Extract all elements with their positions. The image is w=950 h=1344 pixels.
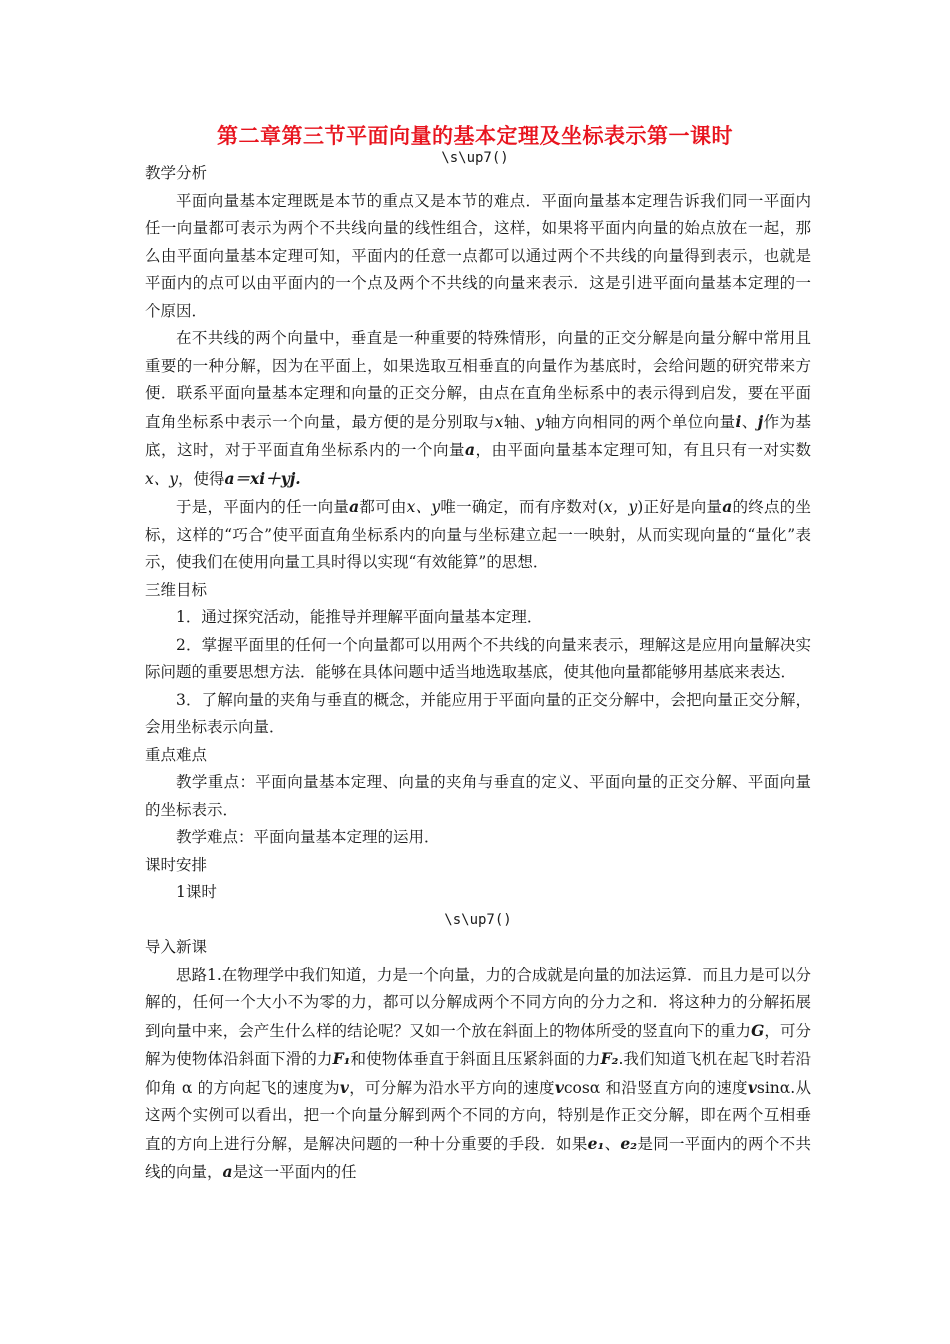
code-marker-middle: \s\up7() (444, 911, 512, 928)
analysis-paragraph-3: 于是，平面内的任一向量a都可由x、y唯一确定，而有序数对(x，y)正好是向量a的终点的坐标，这样的“巧合”使平面直角坐标系内的向量与坐标建立起一一映射，从而实现向量的“量化”表示，使我们在使用向量工具时得以实现“有效能算”的思想． (145, 497, 811, 571)
goal-1: 1．通过探究活动，能推导并理解平面向量基本定理． (176, 608, 543, 626)
document-body (145, 160, 811, 1187)
goals-heading: 三维目标 (145, 580, 208, 599)
difficult-point: 教学难点：平面向量基本定理的运用． (176, 828, 440, 846)
analysis-heading: 教学分析 (145, 164, 208, 182)
page-title: 第二章第三节平面向量的基本定理及坐标表示第一课时 (217, 123, 733, 148)
intro-paragraph: 思路1.在物理学中我们知道，力是一个向量，力的合成就是向量的加法运算．而且力是可以分解的，任何一个大小不为零的力，都可以分解成两个不同方向的分力之和．将这种力的分解拓展到向量中来，会产生什么样的结论呢？又如一个放在斜面上的物体所受的竖直向下的重力G，可分解为使物体沿斜面下滑的力F₁和使物体垂直于斜面且压紧斜面的力F₂.我们知道飞机在起飞时若沿仰角 α 的方向起飞的速度为v，可分解为沿水平方向的速度vcosα 和沿竖直方向的速度vsinα.从这两个实例可以看出，把一个向量分解到两个不同的方向，特别是作正交分解，即在两个互相垂直的方向上进行分解，是解决问题的一种十分重要的手段．如果e₁、e₂是同一平面内的两个不共线的向量，a是这一平面内的任 (145, 965, 811, 1181)
schedule-heading: 课时安排 (145, 855, 208, 874)
goal-2: 2．掌握平面里的任何一个向量都可以用两个不共线的向量来表示，理解这是应用向量解决实际问题的重要思想方法．能够在具体问题中适当地选取基底，使其他向量都能够用基底来表达． (145, 635, 811, 681)
key-point: 教学重点：平面向量基本定理、向量的夹角与垂直的定义、平面向量的正交分解、平面向量的坐标表示． (145, 773, 811, 819)
code-marker-top: \s\up7() (441, 150, 509, 166)
analysis-paragraph-2: 在不共线的两个向量中，垂直是一种重要的特殊情形，向量的正交分解是向量分解中常用且重要的一种分解，因为在平面上，如果选取互相垂直的向量作为基底时，会给问题的研究带来方便．联系平面向量基本定理和向量的正交分解，由点在直角坐标系中的表示得到启发，要在平面直角坐标系中表示一个向量，最方便的是分别取与x轴、y轴方向相同的两个单位向量i、j作为基底，这时，对于平面直角坐标系内的一个向量a，由平面向量基本定理可知，有且只有一对实数x、y，使得a＝xi＋yj. (145, 329, 811, 488)
key-points-heading: 重点难点 (145, 745, 208, 764)
schedule-value: 1课时 (176, 883, 217, 901)
analysis-paragraph-1: 平面向量基本定理既是本节的重点又是本节的难点．平面向量基本定理告诉我们同一平面内任一向量都可表示为两个不共线向量的线性组合，这样，如果将平面内向量的始点放在一起，那么由平面向量基本定理可知，平面内的任意一点都可以通过两个不共线的向量得到表示，也就是平面内的点可以由平面内的一个点及两个不共线的向量来表示．这是引进平面向量基本定理的一个原因． (145, 191, 811, 320)
goal-3: 3．了解向量的夹角与垂直的概念，并能应用于平面向量的正交分解中，会把向量正交分解，会用坐标表示向量． (145, 690, 811, 736)
intro-heading: 导入新课 (145, 938, 208, 956)
